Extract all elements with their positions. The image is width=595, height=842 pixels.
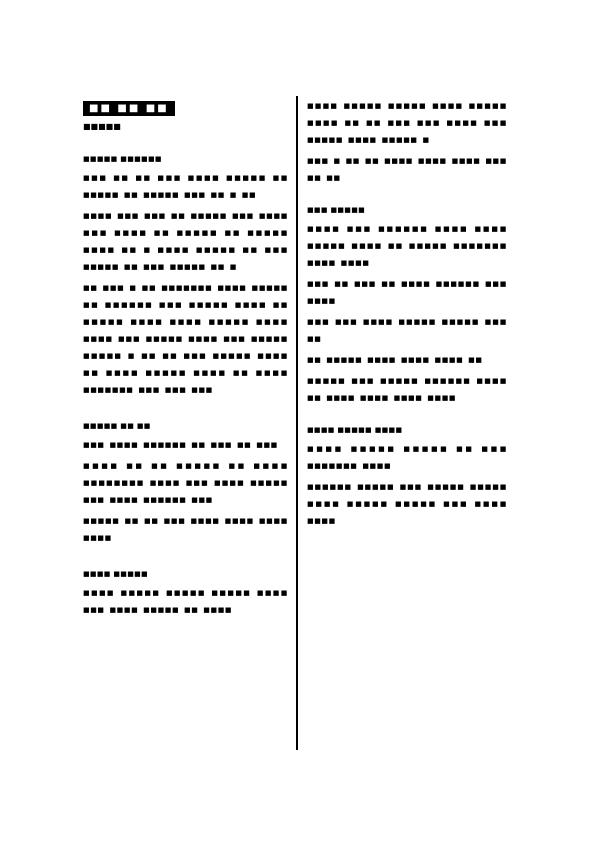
section-heading: ■■■ ■■■■■ bbox=[307, 206, 366, 214]
paragraph: ■■ ■■■ ■ ■■ ■■■■■■■ ■■■■ ■■■■■ ■■ ■■■■■■ ■■■ ■■■■■ ■■■■ ■■ ■■■■■ ■■■■ ■■■■ ■■■■■ ■■■■ ■■■■ ■■■ ■■■■■ ■■■■ ■■■ ■■■■■ ■■■■■ ■ ■■ ■■ ■■■ ■■■■■ ■■■■ ■■ ■■■■ ■■■■■ ■■■■ ■■ ■■■■ ■■■■■■■ ■■■ ■■■ ■■■ bbox=[83, 284, 288, 394]
section-heading: ■■■■ ■■■■■ ■■■■ bbox=[307, 426, 403, 434]
paragraph: ■■■ ■■ ■■ ■■■ ■■■■ ■■■■■ ■■ ■■■■■ ■■ ■■■■■ ■■■ ■■ ■ ■■ bbox=[83, 174, 288, 199]
column-divider bbox=[296, 96, 298, 750]
document-subtitle: ■■■■■ bbox=[83, 122, 121, 131]
section bbox=[83, 421, 288, 547]
section-heading: ■■■■■ ■■ ■■ bbox=[83, 422, 151, 430]
paragraph: ■■■ ■■ ■■■ ■■ ■■■■ ■■■■■■ ■■■ ■■■■ bbox=[307, 280, 507, 305]
section bbox=[307, 205, 507, 407]
paragraph: ■■■■ ■■■■■ ■■■■■ ■■■■ ■■■■■ ■■■■ ■■ ■■ ■■■ ■■■ ■■■■ ■■■ ■■■■■ ■■■■ ■■■■■ ■ bbox=[307, 102, 507, 144]
paragraph: ■■ ■■■■■ ■■■■ ■■■■ ■■■■ ■■ bbox=[307, 356, 483, 364]
paragraph: ■■■■ ■■ ■■ ■■■■■ ■■ ■■■■ ■■■■■■■■ ■■■■ ■■■ ■■■■ ■■■■■ ■■■ ■■■■ ■■■■■■ ■■■ bbox=[83, 462, 288, 504]
paragraph: ■■■■■ ■■ ■■ ■■■ ■■■■ ■■■■ ■■■■ ■■■■ bbox=[83, 517, 288, 542]
paragraph: ■■■■ ■■■ ■■■ ■■ ■■■■■ ■■■ ■■■■ ■■■ ■■■■ ■■ ■■■■■ ■■ ■■■■■ ■■■■ ■■ ■ ■■■■ ■■■■■ ■■ ■■■ ■■■■■ ■■ ■■■ ■■■■■ ■■ ■ bbox=[83, 212, 288, 271]
section bbox=[83, 154, 288, 399]
document-title: ■■ ■■ ■■ bbox=[83, 101, 175, 116]
section-heading: ■■■■■ ■■■■■■ bbox=[83, 155, 162, 163]
paragraph: ■■■■ ■■■■■ ■■■■■ ■■ ■■■ ■■■■■■■ ■■■■ bbox=[307, 445, 507, 470]
section bbox=[307, 425, 507, 530]
paragraph: ■■■■ ■■■ ■■■■■■ ■■■■ ■■■■ ■■■■■ ■■■■ ■■ ■■■■■ ■■■■■■■ ■■■■ ■■■■ bbox=[307, 225, 507, 267]
section bbox=[307, 98, 507, 187]
paragraph: ■■■■■■ ■■■■■ ■■■ ■■■■■ ■■■■■ ■■■■ ■■■■■ ■■■■■ ■■■ ■■■■ ■■■■ bbox=[307, 483, 507, 525]
section-heading: ■■■■ ■■■■■ bbox=[83, 570, 148, 578]
paragraph: ■■■■■ ■■■ ■■■■■ ■■■■■■ ■■■■ ■■ ■■■■ ■■■■ ■■■■ ■■■■ bbox=[307, 377, 507, 402]
left-column bbox=[83, 96, 288, 623]
paragraph: ■■■■ ■■■■■ ■■■■■ ■■■■■ ■■■■ ■■■ ■■■■ ■■■■■ ■■ ■■■■ bbox=[83, 589, 288, 614]
paragraph: ■■■ ■ ■■ ■■ ■■■■ ■■■■ ■■■■ ■■■ ■■ ■■ bbox=[307, 157, 507, 182]
paragraph: ■■■ ■■■■ ■■■■■■ ■■ ■■■ ■■ ■■■ bbox=[83, 441, 278, 449]
paragraph: ■■■ ■■■ ■■■■ ■■■■■ ■■■■■ ■■■ ■■ bbox=[307, 318, 507, 343]
section bbox=[83, 569, 288, 619]
right-column bbox=[307, 98, 507, 534]
